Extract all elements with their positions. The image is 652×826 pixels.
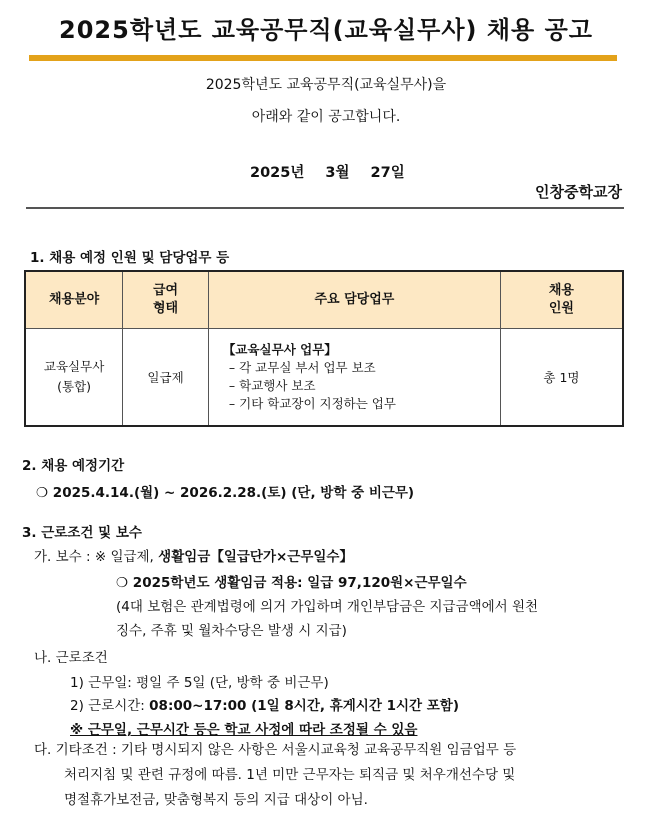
work-hours	[70, 694, 459, 714]
section3-heading: 3. 근로조건 및 보수	[22, 525, 142, 541]
duty-item: – 각 교무실 부서 업무 보조	[228, 359, 376, 375]
work-note: ※ 근무일, 근무시간 등은 학교 사정에 따라 조정될 수 있음	[70, 722, 418, 738]
header-divider	[26, 207, 624, 209]
work-conditions-heading: 나. 근로조건	[34, 650, 108, 666]
work-hours-prefix: 2) 근로시간:	[70, 698, 150, 714]
pay-apply: ❍ 2025학년도 생활임금 적용: 일급 97,120원×근무일수	[116, 575, 467, 591]
table-row	[25, 328, 623, 426]
intro-line-2: 아래와 같이 공고합니다.	[251, 109, 401, 125]
cell-duties	[208, 328, 500, 426]
pay-line	[34, 545, 353, 565]
header-count: 채용 인원	[500, 271, 623, 328]
duty-item: – 학교행사 보조	[228, 377, 316, 393]
other-conditions	[34, 738, 634, 813]
cell-count: 총 1명	[500, 328, 623, 426]
pay-prefix: 가. 보수 : ※ 일급제,	[34, 549, 159, 565]
header-pay-type: 급여 형태	[123, 271, 209, 328]
duty-title: 【교육실무사 업무】	[222, 341, 337, 357]
other-line-3: 명절휴가보전금, 맞춤형복지 등의 지급 대상이 아님.	[64, 792, 368, 808]
work-days: 1) 근무일: 평일 주 5일 (단, 방학 중 비근무)	[70, 675, 329, 691]
cell-pay-type: 일급제	[123, 328, 209, 426]
work-hours-value: 08:00~17:00 (1일 8시간, 휴게시간 1시간 포함)	[149, 698, 460, 714]
other-line-2: 처리지침 및 관련 규정에 따름. 1년 미만 근무자는 퇴직금 및 처우개선수당 및	[64, 767, 516, 783]
section1-heading: 1. 채용 예정 인원 및 담당업무 등	[30, 250, 230, 266]
pay-note-line-1: (4대 보험은 관계법령에 의거 가입하며 개인부담금은 지급금액에서 원천	[116, 599, 539, 615]
school-name: 인창중학교장	[535, 183, 622, 201]
section2-heading: 2. 채용 예정기간	[22, 458, 125, 474]
employment-period: ❍ 2025.4.14.(월) ~ 2026.2.28.(토) (단, 방학 중 비근무)	[36, 485, 415, 501]
other-line-1: 다. 기타조건 : 기타 명시되지 않은 사항은 서울시교육청 교육공무직원 임금업무 등	[34, 742, 517, 758]
recruitment-table	[24, 270, 624, 427]
announcement-date: 2025년 3월 27일	[250, 165, 405, 181]
page-title: 2025학년도 교육공무직(교육실무사) 채용 공고	[59, 16, 593, 44]
table-header-row	[25, 271, 623, 328]
title-underline-bar	[29, 55, 617, 61]
duty-item: – 기타 학교장이 지정하는 업무	[228, 395, 396, 411]
header-field: 채용분야	[25, 271, 123, 328]
pay-note-line-2: 징수, 주휴 및 월차수당은 발생 시 지급)	[116, 623, 347, 639]
pay-formula: 생활임금【일급단가×근무일수】	[158, 549, 353, 565]
intro-line-1: 2025학년도 교육공무직(교육실무사)을	[205, 77, 447, 93]
header-duties: 주요 담당업무	[208, 271, 500, 328]
cell-field: 교육실무사 (통합)	[25, 328, 123, 426]
